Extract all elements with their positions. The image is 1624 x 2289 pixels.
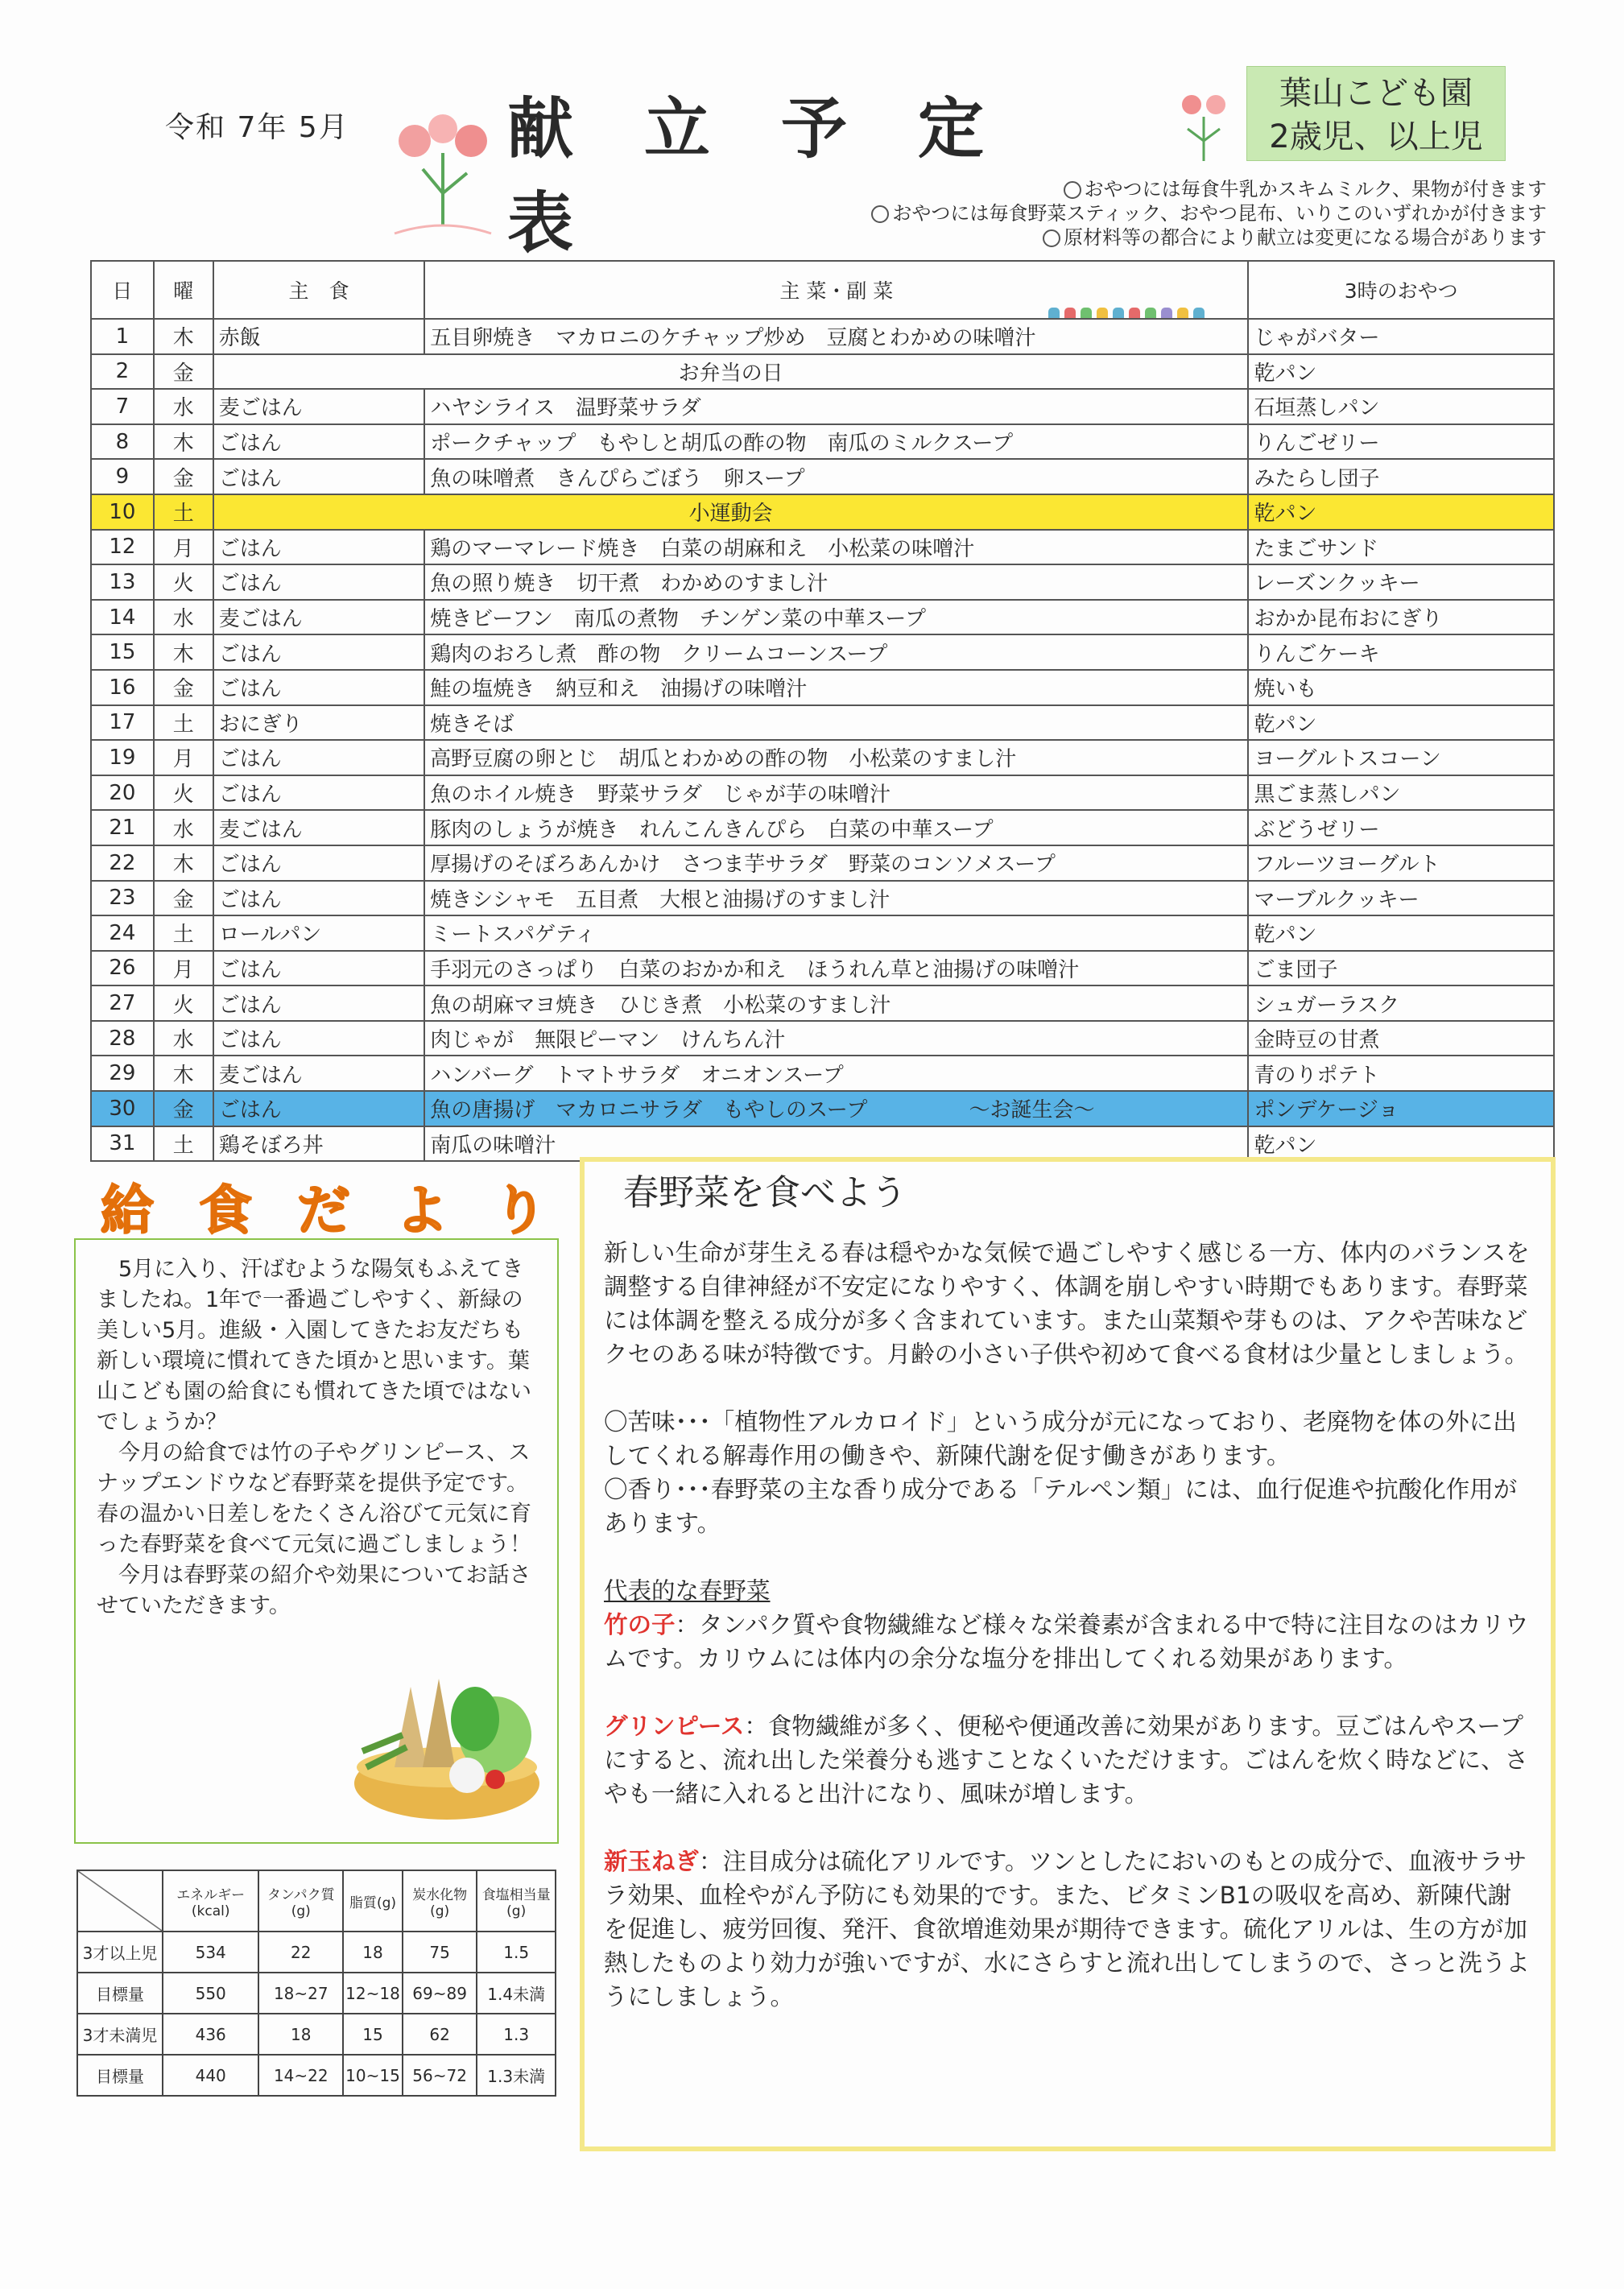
menu-weekday: 金 bbox=[154, 670, 213, 705]
menu-snack: じゃがバター bbox=[1248, 319, 1554, 354]
menu-snack: 乾パン bbox=[1248, 1126, 1554, 1162]
menu-main bbox=[424, 775, 1248, 811]
menu-main-text: 厚揚げのそぼろあんかけ さつま芋サラダ 野菜のコンソメスープ bbox=[430, 853, 1056, 878]
note-text: おやつには毎食牛乳かスキムミルク、果物が付きます bbox=[1084, 178, 1547, 200]
menu-weekday: 金 bbox=[154, 881, 213, 916]
veg-paragraph bbox=[604, 1608, 1531, 1675]
menu-snack: 乾パン bbox=[1248, 705, 1554, 741]
menu-staple: ごはん bbox=[213, 845, 425, 881]
menu-row bbox=[91, 1056, 1554, 1091]
aroma-text: 春野菜の主な香り成分である「テルペン類」には、血行促進や抗酸化作用があります。 bbox=[604, 1476, 1518, 1537]
menu-main-text: ハヤシライス 温野菜サラダ bbox=[430, 396, 701, 421]
spring-vegetable-article bbox=[580, 1157, 1556, 2151]
menu-main-text: 鶏肉のおろし煮 酢の物 クリームコーンスープ bbox=[430, 642, 888, 667]
nutrition-value: 15 bbox=[343, 2014, 403, 2055]
nutrition-value: 75 bbox=[403, 1932, 477, 1973]
menu-snack: シュガーラスク bbox=[1248, 985, 1554, 1021]
menu-weekday: 金 bbox=[154, 1091, 213, 1126]
menu-day: 22 bbox=[91, 845, 154, 881]
menu-staple: ごはん bbox=[213, 1091, 425, 1126]
menu-main bbox=[424, 810, 1248, 845]
menu-main bbox=[424, 459, 1248, 494]
menu-snack: おかか昆布おにぎり bbox=[1248, 600, 1554, 635]
menu-snack: りんごケーキ bbox=[1248, 634, 1554, 670]
menu-main-text: 焼きビーフン 南瓜の煮物 チンゲン菜の中華スープ bbox=[430, 607, 926, 632]
menu-main-text: 手羽元のさっぱり 白菜のおかか和え ほうれん草と油揚げの味噌汁 bbox=[430, 957, 1080, 982]
menu-day: 10 bbox=[91, 494, 154, 530]
menu-row bbox=[91, 494, 1554, 530]
menu-weekday: 水 bbox=[154, 600, 213, 635]
menu-snack: 青のりポテト bbox=[1248, 1056, 1554, 1091]
menu-staple: 麦ごはん bbox=[213, 389, 425, 424]
menu-main bbox=[424, 600, 1248, 635]
menu-weekday: 土 bbox=[154, 494, 213, 530]
month-label: 令和 7年 5月 bbox=[165, 111, 349, 144]
menu-snack: ポンデケージョ bbox=[1248, 1091, 1554, 1126]
header-day: 日 bbox=[91, 261, 154, 319]
header-main bbox=[424, 261, 1248, 319]
nutrition-header: タンパク質(g) bbox=[258, 1870, 343, 1932]
menu-row bbox=[91, 670, 1554, 705]
menu-day: 17 bbox=[91, 705, 154, 741]
menu-main bbox=[424, 1091, 1248, 1126]
menu-snack: ヨーグルトスコーン bbox=[1248, 740, 1554, 775]
nutrition-value: 1.3 bbox=[477, 2014, 556, 2055]
menu-staple: ごはん bbox=[213, 775, 425, 811]
dayori-paragraph: 5月に入り、汗ばむような陽気もふえてきましたね。1年で一番過ごしやすく、新緑の美しい5月。進級・入園してきたお友だちも新しい環境に慣れてきた頃かと思います。葉山こども園の給食にも慣れてきた頃ではないでしょうか？ bbox=[97, 1257, 531, 1435]
nutrition-header: エネルギー(kcal) bbox=[163, 1870, 258, 1932]
header-weekday: 曜 bbox=[154, 261, 213, 319]
bitter-text: 「植物性アルカロイド」という成分が元になっており、老廃物を体の外に出してくれる解毒作用の働きや、新陳代謝を促す働きがあります。 bbox=[604, 1408, 1517, 1469]
menu-main-text: ハンバーグ トマトサラダ オニオンスープ bbox=[430, 1063, 844, 1088]
menu-row bbox=[91, 740, 1554, 775]
nutrition-row-label: 3才以上児 bbox=[77, 1932, 163, 1973]
menu-main bbox=[424, 389, 1248, 424]
menu-day: 20 bbox=[91, 775, 154, 811]
menu-staple: ごはん bbox=[213, 530, 425, 565]
menu-day: 7 bbox=[91, 389, 154, 424]
menu-main bbox=[424, 1021, 1248, 1056]
nutrition-row bbox=[77, 1973, 556, 2014]
menu-row bbox=[91, 845, 1554, 881]
nutrition-corner-cell bbox=[77, 1870, 163, 1932]
menu-main bbox=[424, 670, 1248, 705]
menu-day: 2 bbox=[91, 354, 154, 390]
dayori-title: 給食だより bbox=[101, 1180, 592, 1242]
menu-main bbox=[424, 319, 1248, 354]
menu-day: 15 bbox=[91, 634, 154, 670]
menu-main bbox=[424, 881, 1248, 916]
veg-name: 新玉ねぎ bbox=[604, 1848, 700, 1875]
menu-main bbox=[424, 1126, 1248, 1162]
menu-day: 24 bbox=[91, 915, 154, 951]
menu-weekday: 水 bbox=[154, 1021, 213, 1056]
menu-event-label: 小運動会 bbox=[688, 502, 773, 527]
menu-weekday: 月 bbox=[154, 530, 213, 565]
nutrition-row-label: 目標量 bbox=[77, 2055, 163, 2096]
menu-row bbox=[91, 810, 1554, 845]
menu-snack: みたらし団子 bbox=[1248, 459, 1554, 494]
nutrition-value: 10~15 bbox=[343, 2055, 403, 2096]
menu-main-text: 鮭の塩焼き 納豆和え 油揚げの味噌汁 bbox=[430, 677, 808, 702]
menu-day: 19 bbox=[91, 740, 154, 775]
menu-main-text: ミートスパゲティ bbox=[430, 923, 596, 948]
menu-main-text: 魚の胡麻マヨ焼き ひじき煮 小松菜のすまし汁 bbox=[430, 993, 891, 1018]
menu-staple: 赤飯 bbox=[213, 319, 425, 354]
nutrition-value: 62 bbox=[403, 2014, 477, 2055]
menu-staple: ごはん bbox=[213, 670, 425, 705]
nutrition-value: 12~18 bbox=[343, 1973, 403, 2014]
nutrition-value: 1.3未満 bbox=[477, 2055, 556, 2096]
menu-staple: ごはん bbox=[213, 951, 425, 986]
title-char: 定 bbox=[918, 91, 985, 167]
nutrition-row bbox=[77, 1932, 556, 1973]
nutrition-value: 69~89 bbox=[403, 1973, 477, 2014]
menu-snack: たまごサンド bbox=[1248, 530, 1554, 565]
menu-weekday: 木 bbox=[154, 319, 213, 354]
menu-staple: ごはん bbox=[213, 564, 425, 600]
menu-day: 31 bbox=[91, 1126, 154, 1162]
dayori-paragraph: 今月の給食では竹の子やグリンピース、スナップエンドウなど春野菜を提供予定です。春の温かい日差しをたくさん浴びて元気に育った春野菜を食べて元気に過ごしましょう！ bbox=[97, 1440, 531, 1557]
menu-staple: 麦ごはん bbox=[213, 600, 425, 635]
menu-row bbox=[91, 354, 1554, 390]
nutrition-value: 436 bbox=[163, 2014, 258, 2055]
menu-snack: フルーツヨーグルト bbox=[1248, 845, 1554, 881]
menu-day: 23 bbox=[91, 881, 154, 916]
nutrition-header: 食塩相当量(g) bbox=[477, 1870, 556, 1932]
menu-day: 12 bbox=[91, 530, 154, 565]
menu-main-text: 豚肉のしょうが焼き れんこんきんぴら 白菜の中華スープ bbox=[430, 817, 994, 842]
menu-weekday: 火 bbox=[154, 564, 213, 600]
menu-main bbox=[424, 740, 1248, 775]
menu-weekday: 火 bbox=[154, 775, 213, 811]
aroma-label: 〇香り･･･ bbox=[604, 1476, 711, 1503]
menu-main-text: 魚のホイル焼き 野菜サラダ じゃが芋の味噌汁 bbox=[430, 783, 891, 808]
nutrition-table bbox=[76, 1870, 556, 2097]
menu-weekday: 木 bbox=[154, 1056, 213, 1091]
carnation-illustration-left bbox=[378, 105, 507, 242]
veg-text: ：タンパク質や食物繊維など様々な栄養素が含まれる中で特に注目なのはカリウムです。カリウムには体内の余分な塩分を排出してくれる効果があります。 bbox=[604, 1611, 1529, 1672]
menu-snack: りんごゼリー bbox=[1248, 424, 1554, 460]
menu-row bbox=[91, 634, 1554, 670]
representative-heading: 代表的な春野菜 bbox=[604, 1577, 771, 1605]
menu-row bbox=[91, 775, 1554, 811]
menu-weekday: 水 bbox=[154, 389, 213, 424]
carp-streamer-decoration bbox=[1046, 304, 1207, 319]
menu-main bbox=[424, 845, 1248, 881]
menu-main-text: 魚の照り焼き 切干煮 わかめのすまし汁 bbox=[430, 572, 829, 597]
veg-name: グリンピース bbox=[604, 1713, 745, 1740]
nutrition-value: 1.4未満 bbox=[477, 1973, 556, 2014]
nutrition-value: 56~72 bbox=[403, 2055, 477, 2096]
menu-row bbox=[91, 424, 1554, 460]
menu-main-text: ポークチャップ もやしと胡瓜の酢の物 南瓜のミルクスープ bbox=[430, 432, 1014, 457]
menu-main bbox=[424, 564, 1248, 600]
menu-main bbox=[424, 985, 1248, 1021]
menu-staple: ごはん bbox=[213, 459, 425, 494]
menu-weekday: 木 bbox=[154, 845, 213, 881]
title-char: 予 bbox=[781, 91, 848, 167]
menu-row bbox=[91, 881, 1554, 916]
vegetable-basket-illustration bbox=[346, 1655, 548, 1824]
article-intro: 新しい生命が芽生える春は穏やかな気候で過ごしやすく感じる一方、体内のバランスを調整する自律神経が不安定になりやすく、体調を崩しやすい時期でもあります。春野菜には体調を整える成分が多く含まれています。また山菜類や芽ものは、アクや苦味などクセのある味が特徴です。月齢の小さい子供や初めて食べる食材は少量としましょう。 bbox=[604, 1239, 1530, 1368]
menu-weekday: 土 bbox=[154, 1126, 213, 1162]
organization-badge bbox=[1246, 66, 1506, 161]
menu-table bbox=[90, 260, 1555, 1162]
menu-row bbox=[91, 1126, 1554, 1162]
menu-weekday: 土 bbox=[154, 705, 213, 741]
menu-snack: マーブルクッキー bbox=[1248, 881, 1554, 916]
header-staple: 主 食 bbox=[213, 261, 425, 319]
nutrition-value: 14~22 bbox=[258, 2055, 343, 2096]
article-title: 春野菜を食べよう bbox=[623, 1172, 907, 1213]
menu-staple: おにぎり bbox=[213, 705, 425, 741]
menu-snack: 金時豆の甘煮 bbox=[1248, 1021, 1554, 1056]
menu-snack: ごま団子 bbox=[1248, 951, 1554, 986]
menu-staple: ごはん bbox=[213, 881, 425, 916]
menu-day: 14 bbox=[91, 600, 154, 635]
menu-snack: 乾パン bbox=[1248, 354, 1554, 390]
menu-snack: 焼いも bbox=[1248, 670, 1554, 705]
menu-staple: ロールパン bbox=[213, 915, 425, 951]
menu-weekday: 土 bbox=[154, 915, 213, 951]
menu-staple: 麦ごはん bbox=[213, 810, 425, 845]
menu-main-text: 焼きそば bbox=[430, 712, 514, 737]
menu-day: 1 bbox=[91, 319, 154, 354]
menu-day: 16 bbox=[91, 670, 154, 705]
nutrition-value: 1.5 bbox=[477, 1932, 556, 1973]
menu-event bbox=[213, 494, 1249, 530]
nutrition-value: 18 bbox=[343, 1932, 403, 1973]
bitter-paragraph bbox=[604, 1405, 1531, 1473]
menu-row bbox=[91, 389, 1554, 424]
nutrition-row-label: 3才未満児 bbox=[77, 2014, 163, 2055]
org-name: 葉山こども園 bbox=[1279, 75, 1473, 112]
menu-main bbox=[424, 705, 1248, 741]
veg-text: ：食物繊維が多く、便秘や便通改善に効果があります。豆ごはんやスープにすると、流れ出した栄養分も逃すことなくいただけます。ごはんを炊く時などに、さやも一緒に入れると出汁になり、風味が増します。 bbox=[604, 1713, 1529, 1808]
nutrition-value: 18~27 bbox=[258, 1973, 343, 2014]
menu-main-text: 南瓜の味噌汁 bbox=[430, 1133, 556, 1158]
menu-main bbox=[424, 530, 1248, 565]
menu-weekday: 月 bbox=[154, 951, 213, 986]
veg-paragraph bbox=[604, 1709, 1531, 1811]
nutrition-value: 18 bbox=[258, 2014, 343, 2055]
menu-snack: 乾パン bbox=[1248, 494, 1554, 530]
title-char: 表 bbox=[507, 185, 574, 262]
menu-main bbox=[424, 424, 1248, 460]
veg-paragraph bbox=[604, 1845, 1531, 2014]
menu-main bbox=[424, 915, 1248, 951]
menu-staple: 鶏そぼろ丼 bbox=[213, 1126, 425, 1162]
note-line bbox=[1043, 221, 1547, 250]
menu-day: 26 bbox=[91, 951, 154, 986]
info-icon bbox=[1064, 181, 1081, 199]
menu-weekday: 金 bbox=[154, 354, 213, 390]
menu-row bbox=[91, 951, 1554, 986]
menu-staple: ごはん bbox=[213, 740, 425, 775]
dayori-paragraph: 今月は春野菜の紹介や効果についてお話させていただきます。 bbox=[97, 1563, 531, 1618]
menu-day: 9 bbox=[91, 459, 154, 494]
menu-day: 30 bbox=[91, 1091, 154, 1126]
menu-main-text: 魚の味噌煮 きんぴらごぼう 卵スープ bbox=[430, 466, 805, 491]
nutrition-value: 22 bbox=[258, 1932, 343, 1973]
menu-snack: ぶどうゼリー bbox=[1248, 810, 1554, 845]
menu-row bbox=[91, 985, 1554, 1021]
carnation-illustration-right bbox=[1163, 85, 1244, 165]
birthday-party-label: ～お誕生会～ bbox=[969, 1098, 1095, 1123]
note-text: 原材料等の都合により献立は変更になる場合があります bbox=[1064, 226, 1547, 249]
info-icon bbox=[871, 205, 889, 223]
menu-snack: 石垣蒸しパン bbox=[1248, 389, 1554, 424]
menu-weekday: 金 bbox=[154, 459, 213, 494]
menu-row bbox=[91, 564, 1554, 600]
veg-text: ：注目成分は硫化アリルです。ツンとしたにおいのもとの成分で、血液サラサラ効果、血栓やがん予防にも効果的です。また、ビタミンB1の吸収を高め、新陳代謝を促進し、疲労回復、発汗、食欲増進効果が期待できます。硫化アリルは、生の方が加熱したものより効力が強いですが、水にさらすと流れ出してしまうので、さっと洗うようにしましょう。 bbox=[604, 1848, 1530, 2010]
menu-row bbox=[91, 915, 1554, 951]
aroma-paragraph bbox=[604, 1473, 1531, 1540]
menu-event-label: お弁当の日 bbox=[678, 361, 783, 386]
nutrition-header: 炭水化物(g) bbox=[403, 1870, 477, 1932]
header-snack: 3時のおやつ bbox=[1248, 261, 1554, 319]
menu-main-text: 肉じゃが 無限ピーマン けんちん汁 bbox=[430, 1028, 786, 1053]
menu-weekday: 木 bbox=[154, 634, 213, 670]
menu-main-text: 五目卵焼き マカロニのケチャップ炒め 豆腐とわかめの味噌汁 bbox=[430, 326, 1036, 351]
menu-day: 28 bbox=[91, 1021, 154, 1056]
nutrition-value: 534 bbox=[163, 1932, 258, 1973]
menu-weekday: 水 bbox=[154, 810, 213, 845]
menu-event bbox=[213, 354, 1249, 390]
menu-main-text: 魚の唐揚げ マカロニサラダ もやしのスープ bbox=[430, 1098, 868, 1123]
menu-snack: 黒ごま蒸しパン bbox=[1248, 775, 1554, 811]
menu-day: 8 bbox=[91, 424, 154, 460]
menu-row bbox=[91, 1021, 1554, 1056]
menu-main bbox=[424, 951, 1248, 986]
nutrition-row bbox=[77, 2014, 556, 2055]
menu-day: 21 bbox=[91, 810, 154, 845]
menu-staple: ごはん bbox=[213, 985, 425, 1021]
note-text: おやつには毎食野菜スティック、おやつ昆布、いりこのいずれかが付きます bbox=[892, 202, 1547, 225]
menu-main bbox=[424, 1056, 1248, 1091]
menu-row bbox=[91, 600, 1554, 635]
nutrition-row bbox=[77, 2055, 556, 2096]
menu-main-text: 鶏のマーマレード焼き 白菜の胡麻和え 小松菜の味噌汁 bbox=[430, 536, 975, 561]
menu-day: 13 bbox=[91, 564, 154, 600]
menu-staple: ごはん bbox=[213, 634, 425, 670]
menu-staple: ごはん bbox=[213, 424, 425, 460]
menu-day: 27 bbox=[91, 985, 154, 1021]
menu-main bbox=[424, 634, 1248, 670]
nutrition-row-label: 目標量 bbox=[77, 1973, 163, 2014]
menu-day: 29 bbox=[91, 1056, 154, 1091]
veg-name: 竹の子 bbox=[604, 1611, 676, 1638]
menu-row bbox=[91, 459, 1554, 494]
menu-snack: 乾パン bbox=[1248, 915, 1554, 951]
menu-row bbox=[91, 319, 1554, 354]
bitter-label: 〇苦味･･･ bbox=[604, 1408, 711, 1436]
menu-row bbox=[91, 530, 1554, 565]
menu-row bbox=[91, 1091, 1554, 1126]
menu-staple: 麦ごはん bbox=[213, 1056, 425, 1091]
menu-weekday: 月 bbox=[154, 740, 213, 775]
menu-staple: ごはん bbox=[213, 1021, 425, 1056]
menu-main-text: 高野豆腐の卵とじ 胡瓜とわかめの酢の物 小松菜のすまし汁 bbox=[430, 747, 1017, 772]
title-char: 献 bbox=[507, 91, 574, 167]
menu-weekday: 火 bbox=[154, 985, 213, 1021]
menu-header-row bbox=[91, 261, 1554, 319]
info-icon bbox=[1043, 229, 1060, 247]
nutrition-value: 550 bbox=[163, 1973, 258, 2014]
nutrition-header-row bbox=[77, 1870, 556, 1932]
title-char: 立 bbox=[644, 91, 711, 167]
menu-main-text: 焼きシシャモ 五目煮 大根と油揚げのすまし汁 bbox=[430, 887, 891, 912]
header-main-label: 主 菜・副 菜 bbox=[779, 279, 894, 303]
nutrition-value: 440 bbox=[163, 2055, 258, 2096]
menu-weekday: 木 bbox=[154, 424, 213, 460]
org-target-age: 2歳児、以上児 bbox=[1269, 118, 1483, 155]
menu-row bbox=[91, 705, 1554, 741]
nutrition-header: 脂質(g) bbox=[343, 1870, 403, 1932]
menu-snack: レーズンクッキー bbox=[1248, 564, 1554, 600]
